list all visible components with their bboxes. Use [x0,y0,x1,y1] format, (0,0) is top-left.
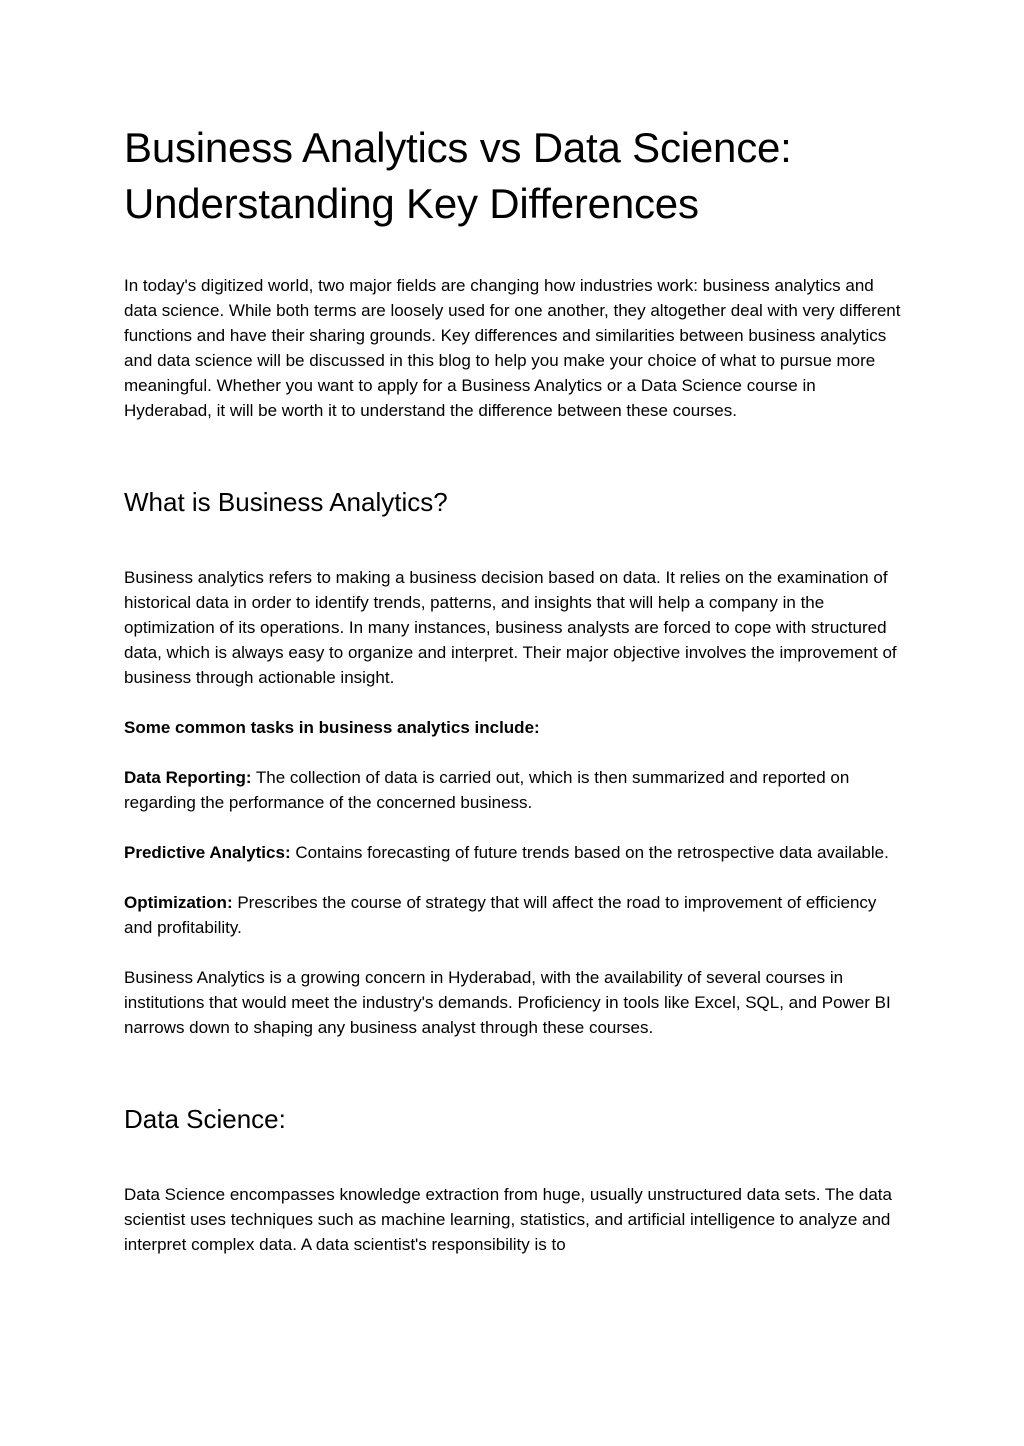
task-text: The collection of data is carried out, which is then summarized and reported on regarding the performance of the concerned business. [124,768,850,812]
business-analytics-heading: What is Business Analytics? [124,487,448,517]
task-label: Data Reporting: [124,768,252,787]
business-analytics-paragraph: Business analytics refers to making a business decision based on data. It relies on the examination of historical data in order to identify trends, patterns, and insights that will help a company in the optimization of its operations. In many instances, business analysts are forced to cope with structured data, which is always easy to organize and interpret. Their major objective involves the improvement of business through actionable insight. [124,568,897,687]
title-line-2: Understanding Key Differences [124,180,699,227]
task-label: Optimization: [124,893,233,912]
task-item-optimization [124,890,904,940]
task-item-data-reporting [124,765,904,815]
business-analytics-closing: Business Analytics is a growing concern in Hyderabad, with the availability of several courses in institutions that would meet the industry's demands. Proficiency in tools like Excel, SQL, and Power BI narrows down to shaping any business analyst through these courses. [124,968,891,1037]
title-line-1: Business Analytics vs Data Science: [124,124,792,171]
document-content [124,120,904,1257]
tasks-intro: Some common tasks in business analytics include: [124,718,540,737]
task-text: Contains forecasting of future trends based on the retrospective data available. [290,843,889,862]
task-label: Predictive Analytics: [124,843,291,862]
task-item-predictive-analytics [124,840,904,865]
data-science-heading: Data Science: [124,1104,286,1134]
page-title [124,120,904,232]
task-text: Prescribes the course of strategy that will affect the road to improvement of efficiency and profitability. [124,893,877,937]
intro-paragraph: In today's digitized world, two major fields are changing how industries work: business analytics and data science. While both terms are loosely used for one another, they altogether deal with very different functions and have their sharing grounds. Key differences and similarities between business analytics and data science will be discussed in this blog to help you make your choice of what to pursue more meaningful. Whether you want to apply for a Business Analytics or a Data Science course in Hyderabad, it will be worth it to understand the difference between these courses. [124,276,901,420]
data-science-paragraph: Data Science encompasses knowledge extraction from huge, usually unstructured data sets. The data scientist uses techniques such as machine learning, statistics, and artificial intelligence to analyze and interpret complex data. A data scientist's responsibility is to [124,1185,892,1254]
